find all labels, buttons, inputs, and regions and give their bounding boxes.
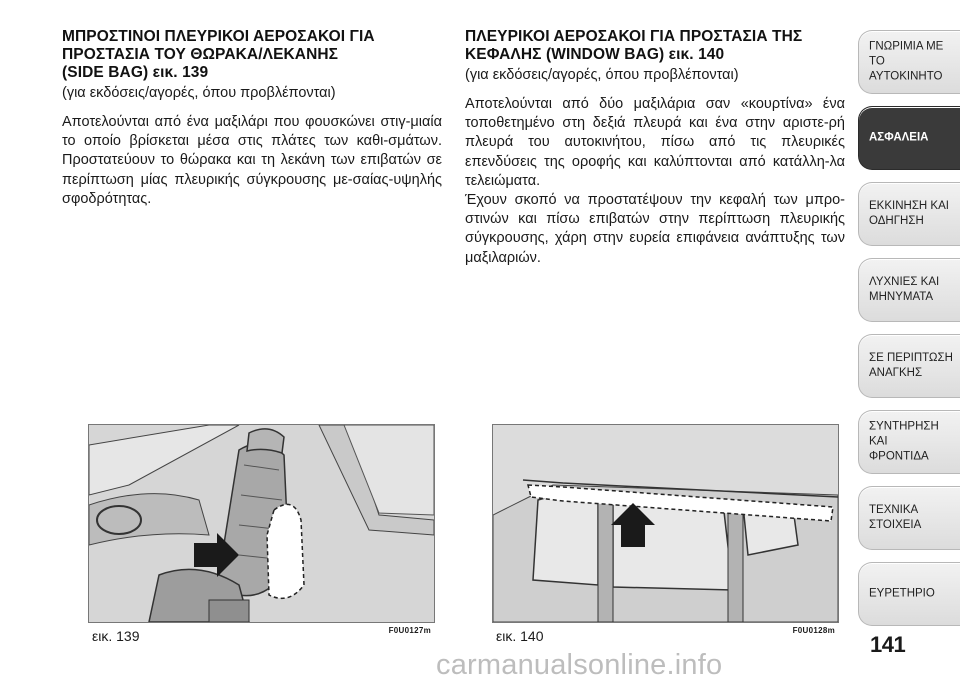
chapter-tabs [858,30,960,638]
side-bag-subtitle: (για εκδόσεις/αγορές, όπου προβλέπονται) [62,85,336,101]
window-bag-paragraph-2: Έχουν σκοπό να προστατέψουν την κεφαλή των μπρο-στινών και πίσω επιβατών στην περίπτωση πλευρικής σύγκρουσης, χάρη στην ευρεία επιφάνεια ανάπτυξης των μαξιλαριών. [465,192,845,266]
left-column [62,28,442,209]
tab-safety[interactable] [858,106,960,170]
tab-emergency[interactable] [858,334,960,398]
window-bag-heading: ΠΛΕΥΡΙΚΟΙ ΑΕΡΟΣΑΚΟΙ ΓΙΑ ΠΡΟΣΤΑΣΙΑ ΤΗΣ ΚΕΦΑΛΗΣ (WINDOW BAG) εικ. 140 [465,28,803,63]
tab-label: ΑΣΦΑΛΕΙΑ [869,131,929,144]
window-bag-paragraph-1: Αποτελούνται από δύο μαξιλάρια σαν «κουρτίνα» ένα τοποθετημένο στη δεξιά πλευρά και ένα στην αριστε-ρή πλευρά του αυτοκινήτου, πίσω από τις πλευρικές επενδύσεις της οροφής και καλύπτονται από κατάλλη-λα τελειώματα. [465,96,845,189]
tab-label: ΣΥΝΤΗΡΗΣΗ ΚΑΙ ΦΡΟΝΤΙΔΑ [869,420,939,463]
tab-technical-data[interactable] [858,486,960,550]
figure-139-caption-row [88,628,433,646]
tab-label: ΕΥΡΕΤΗΡΙΟ [869,587,935,600]
tab-label: ΕΚΚΙΝΗΣΗ ΚΑΙ ΟΔΗΓΗΣΗ [869,200,949,227]
window-curtain-airbag-illustration [493,425,838,622]
tab-label: ΓΝΩΡΙΜΙΑ ΜΕ ΤΟ ΑΥΤΟΚΙΝΗΤΟ [869,40,944,83]
tab-label: ΣΕ ΠΕΡΙΠΤΩΣΗ ΑΝΑΓΚΗΣ [869,352,953,379]
tab-getting-to-know[interactable] [858,30,960,94]
tab-index[interactable] [858,562,960,626]
figure-139-seat-airbag [88,424,435,623]
side-bag-heading: ΜΠΡΟΣΤΙΝΟΙ ΠΛΕΥΡΙΚΟΙ ΑΕΡΟΣΑΚΟΙ ΓΙΑ ΠΡΟΣΤΑΣΙΑ ΤΟΥ ΘΩΡΑΚΑ/ΛΕΚΑΝΗΣ (SIDE BAG) εικ. 139 [62,28,375,81]
figure-140-caption: εικ. 140 [496,628,544,644]
tab-warning-lights[interactable] [858,258,960,322]
tab-starting-driving[interactable] [858,182,960,246]
tab-maintenance[interactable] [858,410,960,474]
figure-140-caption-row [492,628,837,646]
tab-label: ΛΥΧΝΙΕΣ ΚΑΙ ΜΗΝΥΜΑΤΑ [869,276,940,303]
window-bag-subtitle: (για εκδόσεις/αγορές, όπου προβλέπονται) [465,67,739,83]
figure-140-code: F0U0128m [792,626,835,635]
side-bag-paragraph: Αποτελούνται από ένα μαξιλάρι που φουσκώνει στιγ-μιαία το οποίο βρίσκεται μέσα στις πλάτες των καθι-σμάτων. Προστατεύουν το θώρακα και τη λεκάνη των επιβατών σε περίπτωση μίας πλευρικής σύγκρουσης με-σαίας-υψηλής σφοδρότητας. [62,114,442,207]
page-number: 141 [870,632,906,657]
figure-140-window-airbag [492,424,839,623]
figure-139-caption: εικ. 139 [92,628,140,644]
seat-side-airbag-illustration [89,425,434,622]
right-column [465,28,845,268]
watermark: carmanualsonline.info [436,649,723,681]
figure-139-code: F0U0127m [388,626,431,635]
tab-label: ΤΕΧΝΙΚΑ ΣΤΟΙΧΕΙΑ [869,504,922,531]
